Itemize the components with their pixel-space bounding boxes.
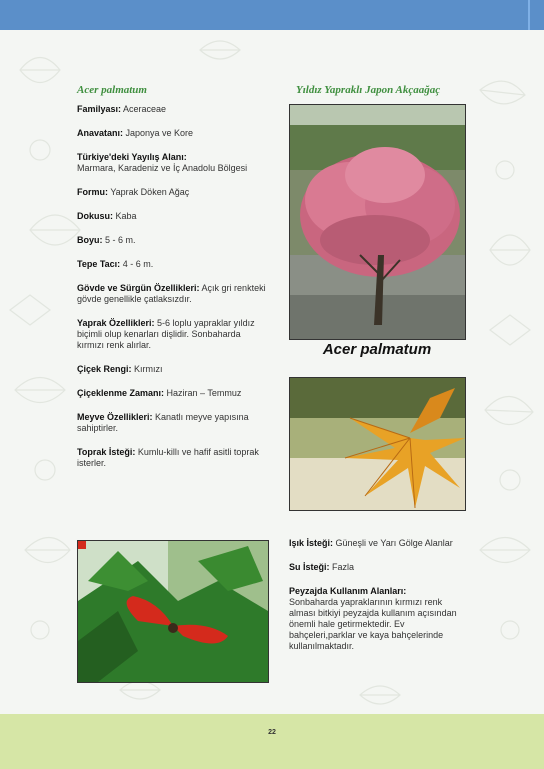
field-value: 4 - 6 m. [120,259,154,269]
field-label: Peyzajda Kullanım Alanları: [289,586,407,596]
field-origin [77,128,267,139]
top-bar-edge [528,0,530,30]
field-water [289,562,467,573]
top-bar [0,0,544,30]
field-value: Kırmızı [131,364,163,374]
field-label: Tepe Tacı: [77,259,121,269]
field-label: Toprak İsteği: [77,447,136,457]
field-fruit [77,412,267,434]
field-label: Çiçek Rengi: [77,364,132,374]
field-label: Gövde ve Sürgün Özellikleri: [77,283,200,293]
common-name-heading: Yıldız Yapraklı Japon Akçaağaç [296,84,441,96]
samara-photo [77,540,269,683]
field-landscape-use [289,586,467,652]
field-value: Fazla [329,562,355,572]
field-flowering-time [77,388,267,399]
field-label: Su İsteği: [289,562,330,572]
field-family [77,104,267,115]
field-value: Aceraceae [121,104,167,114]
field-value: Haziran – Temmuz [164,388,242,398]
field-label: Çiçeklenme Zamanı: [77,388,165,398]
left-column [77,104,267,482]
field-trunk [77,283,267,305]
field-label: Yaprak Özellikleri: [77,318,155,328]
field-value: 5-6 loplu yapraklar yıldız biçimli olup kenarları dişlidir. Sonbaharda kırmızı renk alırlar. [77,318,255,350]
field-value: Japonya ve Kore [123,128,194,138]
field-label: Türkiye'deki Yayılış Alanı: [77,152,187,162]
field-light [289,538,467,549]
field-value: Kanatlı meyve yapısına sahiptirler. [77,412,249,433]
right-column [289,538,467,665]
field-label: Familyası: [77,104,122,114]
field-label: Meyve Özellikleri: [77,412,153,422]
field-flower-color [77,364,267,375]
field-label: Boyu: [77,235,103,245]
field-value: Kumlu-killı ve hafif asitli toprak isterler. [77,447,259,468]
field-value: 5 - 6 m. [102,235,136,245]
field-label: Anavatanı: [77,128,124,138]
field-crown [77,259,267,270]
page-number: 22 [268,729,276,736]
field-label: Işık İsteği: [289,538,334,548]
field-texture [77,211,267,222]
field-label: Dokusu: [77,211,113,221]
bottom-band [0,714,544,769]
field-value: Yaprak Döken Ağaç [108,187,190,197]
field-soil [77,447,267,469]
latin-name-heading: Acer palmatum [77,84,147,96]
field-label: Formu: [77,187,108,197]
photo-caption: Acer palmatum [322,341,432,358]
field-form [77,187,267,198]
field-height [77,235,267,246]
field-value: Marmara, Karadeniz ve İç Anadolu Bölgesi [77,163,248,173]
field-value: Güneşli ve Yarı Gölge Alanlar [333,538,453,548]
field-leaf [77,318,267,351]
field-distribution [77,152,267,174]
tree-photo [289,104,466,340]
field-value: Açık gri renkteki gövde genellikle çatlaksızdır. [77,283,266,304]
field-value: Sonbaharda yapraklarının kırmızı renk alması bitkiyi peyzajda kullanım açısından önemli hale getirmektedir. Ev bahçeleri,parklar ve kaya bahçelerinde kullanılmaktadır. [289,597,457,651]
autumn-leaf-photo [289,377,466,511]
field-value: Kaba [113,211,137,221]
